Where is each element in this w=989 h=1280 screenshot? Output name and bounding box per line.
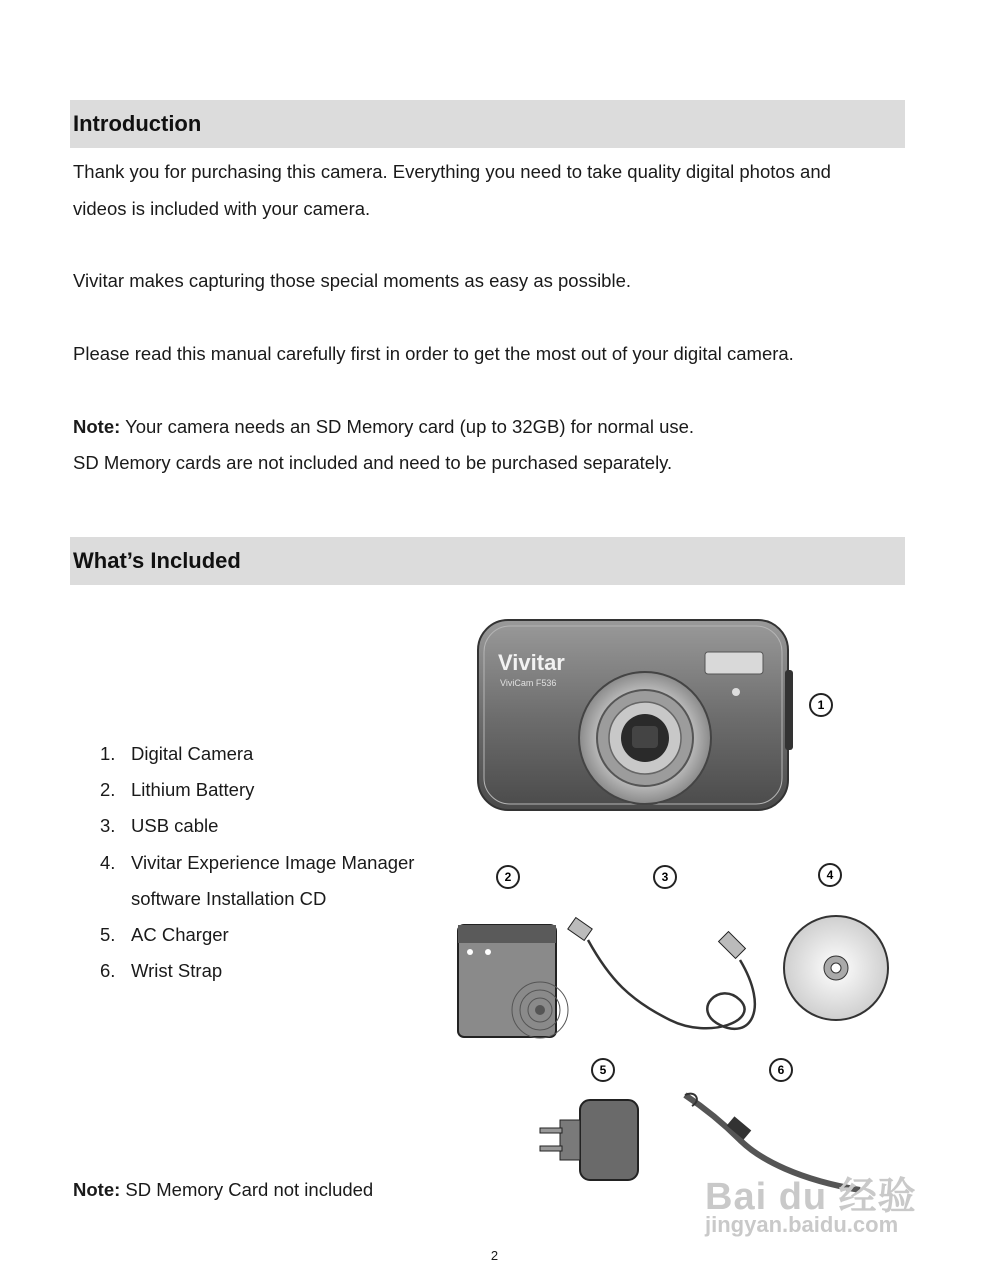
callout-2: 2 xyxy=(504,870,512,884)
list-item-continuation: software Installation CD xyxy=(131,888,327,909)
list-item-number: 1. xyxy=(100,743,116,764)
intro-note-line-2: SD Memory cards are not included and need to be purchased separately. xyxy=(73,452,673,473)
whats-included-heading: What’s Included xyxy=(70,537,905,585)
list-item-number: 4. xyxy=(100,852,116,873)
note-text: SD Memory Card not included xyxy=(120,1179,374,1200)
introduction-heading: Introduction xyxy=(70,100,905,148)
lithium-battery-image xyxy=(458,925,568,1038)
list-item: Wrist Strap xyxy=(131,960,223,981)
ac-charger-image xyxy=(540,1100,638,1180)
callout-6: 6 xyxy=(777,1063,785,1077)
note-label: Note: xyxy=(73,416,121,437)
intro-paragraph-2: Vivitar makes capturing those special moments as easy as possible. xyxy=(73,270,632,291)
page-number: 2 xyxy=(490,1248,499,1263)
usb-cable-image xyxy=(568,918,755,1029)
list-item: Vivitar Experience Image Manager xyxy=(131,852,415,873)
intro-paragraph-line-2: videos is included with your camera. xyxy=(73,198,371,219)
callout-5: 5 xyxy=(599,1063,607,1077)
list-item: USB cable xyxy=(131,815,219,836)
intro-paragraph-line-1: Thank you for purchasing this camera. Everything you need to take quality digital photos and xyxy=(73,161,831,182)
list-item-number: 3. xyxy=(100,815,116,836)
callout-3: 3 xyxy=(661,870,669,884)
intro-paragraph-3: Please read this manual carefully first in order to get the most out of your digital camera. xyxy=(73,343,794,364)
callout-1: 1 xyxy=(817,698,825,712)
callout-4: 4 xyxy=(826,868,834,882)
list-item-number: 2. xyxy=(100,779,116,800)
note-label: Note: xyxy=(73,1179,121,1200)
note-text: Your camera needs an SD Memory card (up to 32GB) for normal use. xyxy=(120,416,695,437)
list-item-number: 5. xyxy=(100,924,116,945)
list-item-number: 6. xyxy=(100,960,116,981)
baidu-watermark-logo: Bai du 经验 xyxy=(705,1176,917,1218)
intro-note-line-1 xyxy=(73,416,694,438)
camera-model-text: ViviCam F536 xyxy=(500,678,557,688)
list-item: AC Charger xyxy=(131,924,229,945)
included-items-illustration xyxy=(440,600,920,1200)
camera-brand-text: Vivitar xyxy=(498,650,565,675)
list-item: Digital Camera xyxy=(131,743,254,764)
list-item: Lithium Battery xyxy=(131,779,255,800)
digital-camera-image xyxy=(478,620,793,810)
included-note xyxy=(73,1179,373,1201)
baidu-watermark-url: jingyan.baidu.com xyxy=(705,1212,899,1237)
installation-cd-image xyxy=(784,916,888,1020)
